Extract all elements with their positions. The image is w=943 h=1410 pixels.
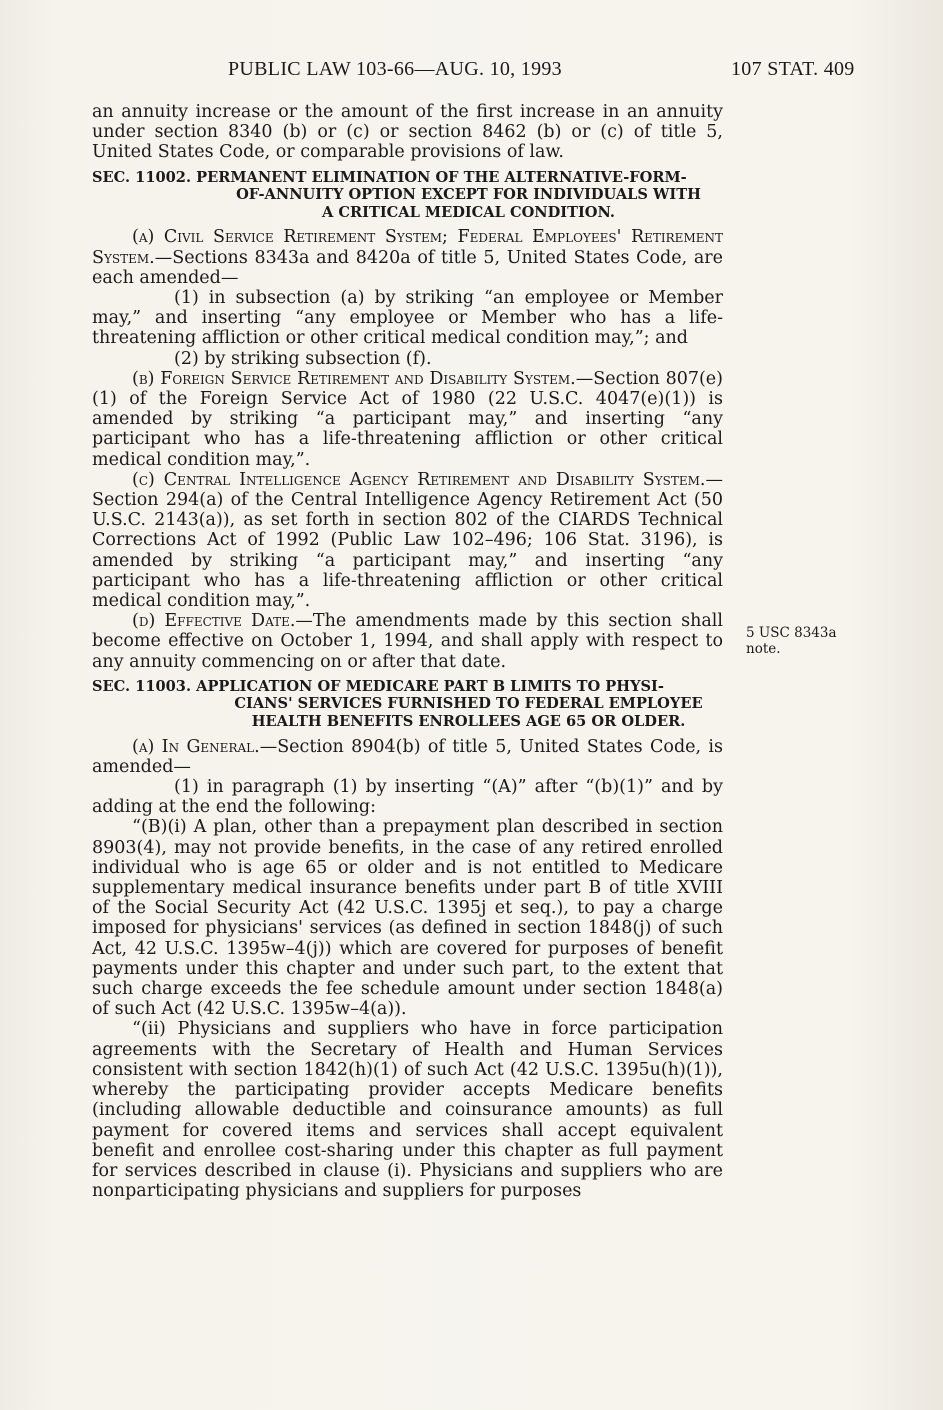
section-title-line-1: PERMANENT ELIMINATION OF THE ALTERNATIVE-FORM- <box>196 168 687 186</box>
page-title: PUBLIC LAW 103-66—AUG. 10, 1993 <box>228 58 562 80</box>
body-text <box>92 102 723 1201</box>
margin-note <box>746 625 856 657</box>
subsection-text: —Section 807(e)(1) of the Foreign Service Act of 1980 (22 U.S.C. 4047(e)(1)) is amended by striking “a participant may,” and inserting “any participant who has a life-threatening affliction or other critical medical condition may,”. <box>92 368 723 470</box>
stat-page-number: 107 STAT. 409 <box>731 58 855 80</box>
section-11003-heading <box>92 678 723 731</box>
section-title-line-2: CIANS' SERVICES FURNISHED TO FEDERAL EMPLOYEE <box>234 695 703 713</box>
paragraph-a1: (1) in paragraph (1) by inserting “(A)” after “(b)(1)” and by adding at the end the following: <box>92 777 723 818</box>
running-head <box>0 58 943 86</box>
quoted-clause-i: “(B)(i) A plan, other than a prepayment plan described in section 8903(4), may not provide benefits, in the case of any retired enrolled individual who is age 65 or older and is not entitled to Medicare supplementary medical insurance benefits under part B of title XVIII of the Social Security Act (42 U.S.C. 1395j et seq.), to pay a charge imposed for physicians' services (as defined in section 1848(j) of such Act, 42 U.S.C. 1395w–4(j)) which are covered for purposes of benefit payments under this chapter and under such part, to the extent that such charge exceeds the fee schedule amount under section 1848(a) of such Act (42 U.S.C. 1395w–4(a)). <box>92 817 723 1020</box>
paragraph-a2: (2) by striking subsection (f). <box>174 348 432 369</box>
subsection-b <box>92 369 723 470</box>
section-title-line-3: A CRITICAL MEDICAL CONDITION. <box>321 203 615 221</box>
section-title-line-3: HEALTH BENEFITS ENROLLEES AGE 65 OR OLDER. <box>251 713 686 731</box>
subsection-text: —Sections 8343a and 8420a of title 5, United States Code, are each amended— <box>92 247 723 288</box>
subsection-d <box>92 611 723 672</box>
subsection-heading: (d) Effective Date. <box>132 611 296 632</box>
subsection-a-general <box>92 737 723 777</box>
subsection-text: —Section 294(a) of the Central Intelligence Agency Retirement Act (50 U.S.C. 2143(a)), as set forth in section 802 of the CIARDS Technical Corrections Act of 1992 (Public Law 102–496; 106 Stat. 3196), is amended by striking “a participant may,” and inserting “any participant who has a life-threatening affliction or other critical medical condition may,”. <box>92 469 723 612</box>
section-number: SEC. 11003. <box>92 677 192 695</box>
subsection-c <box>92 470 723 611</box>
subsection-heading: (a) In General. <box>132 736 260 757</box>
subsection-heading: (c) Central Intelligence Agency Retirement and Disability System. <box>132 469 706 490</box>
margin-note-label: note. <box>746 641 781 657</box>
section-11002-heading <box>92 169 723 222</box>
section-number: SEC. 11002. <box>92 168 192 186</box>
subsection-heading: (a) Civil Service Retirement System; Federal Employees' Retirement System. <box>92 227 723 268</box>
section-title-line-2: OF-ANNUITY OPTION EXCEPT FOR INDIVIDUALS WITH <box>236 186 701 204</box>
section-title-line-1: APPLICATION OF MEDICARE PART B LIMITS TO PHYSI- <box>196 677 664 695</box>
subsection-heading: (b) Foreign Service Retirement and Disability System. <box>132 368 576 389</box>
subsection-text: —Section 8904(b) of title 5, United States Code, is amended— <box>92 736 723 777</box>
continuation-paragraph: an annuity increase or the amount of the first increase in an annuity under section 8340 (b) or (c) or section 8462 (b) or (c) of title 5, United States Code, or comparable provisions of law. <box>92 102 723 163</box>
subsection-text: —The amendments made by this section shall become effective on October 1, 1994, and shall apply with respect to any annuity commencing on or after that date. <box>92 611 724 672</box>
paragraph-a1: (1) in subsection (a) by striking “an employee or Member may,” and inserting “any employee or Member who has a life-threatening affliction or other critical medical condition may,”; and <box>92 288 723 349</box>
subsection-a <box>92 227 723 288</box>
margin-citation: 5 USC 8343a <box>746 625 837 641</box>
quoted-clause-ii: “(ii) Physicians and suppliers who have in force participation agreements with the Secretary of Health and Human Services consistent with section 1842(h)(1) of such Act (42 U.S.C. 1395u(h)(1)), whereby the participating provider accepts Medicare benefits (including allowable deductible and coinsurance amounts) as full payment for covered items and services shall accept equivalent benefit and enrollee cost-sharing under this chapter as full payment for services described in clause (i). Physicians and suppliers who are nonparticipating physicians and suppliers for purposes <box>92 1019 723 1202</box>
